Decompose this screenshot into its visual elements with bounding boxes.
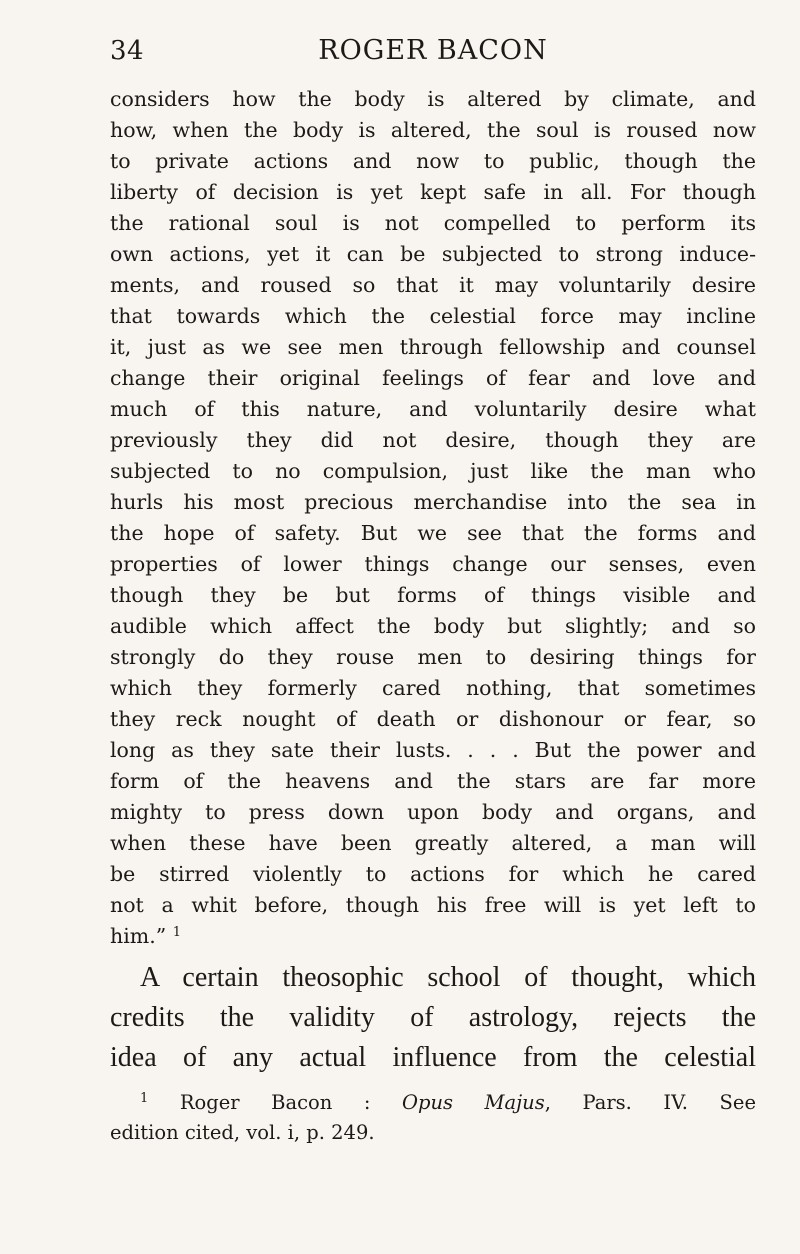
text-line: properties of lower things change our senses, even	[110, 552, 756, 576]
new-paragraph	[110, 958, 756, 1078]
page-header	[110, 36, 756, 70]
footnote-author: Roger Bacon :	[179, 1091, 371, 1114]
paragraph-first-line: A certain theosophic school of thought, which	[140, 962, 756, 993]
paragraph-line: idea of any actual influence from the celestial	[110, 1042, 756, 1073]
text-line: they reck nought of death or dishonour or fear, so	[110, 707, 756, 731]
paragraph-line: credits the validity of astrology, rejects the	[110, 1002, 756, 1033]
text-line: which they formerly cared nothing, that sometimes	[110, 676, 756, 700]
text-line: not a whit before, though his free will is yet left to	[110, 893, 756, 917]
book-page	[110, 36, 756, 1148]
text-line: the rational soul is not compelled to perform its	[110, 211, 756, 235]
text-line: when these have been greatly altered, a man will	[110, 831, 756, 855]
text-line: the hope of safety. But we see that the forms and	[110, 521, 756, 545]
footnote-reference: 1	[172, 925, 182, 940]
text-line-last	[110, 921, 756, 952]
footnote-part: , Pars. IV.	[544, 1091, 688, 1114]
text-line: ments, and roused so that it may voluntarily desire	[110, 273, 756, 297]
text-line: own actions, yet it can be subjected to strong induce-	[110, 242, 756, 266]
text-line: strongly do they rouse men to desiring things for	[110, 645, 756, 669]
text-line: much of this nature, and voluntarily desire what	[110, 397, 756, 421]
running-head: ROGER BACON	[318, 35, 548, 66]
body-text	[110, 84, 756, 952]
page-number: 34	[110, 36, 145, 66]
footnote-see: See	[719, 1091, 756, 1114]
footnote-marker: 1	[140, 1091, 149, 1106]
text-line: previously they did not desire, though they are	[110, 428, 756, 452]
text-line: hurls his most precious merchandise into the sea in	[110, 490, 756, 514]
footnote-content	[140, 1091, 688, 1114]
text-line: though they be but forms of things visible and	[110, 583, 756, 607]
text-line: form of the heavens and the stars are far more	[110, 769, 756, 793]
footnote-title: Opus Majus	[401, 1091, 545, 1114]
quote-end-text: him.”	[110, 924, 167, 948]
text-line: long as they sate their lusts. . . . But the power and	[110, 738, 756, 762]
footnote	[110, 1088, 756, 1148]
text-line: considers how the body is altered by climate, and	[110, 87, 756, 111]
text-line: liberty of decision is yet kept safe in all. For though	[110, 180, 756, 204]
footnote-line	[110, 1088, 756, 1118]
text-line: mighty to press down upon body and organs, and	[110, 800, 756, 824]
text-line: subjected to no compulsion, just like the man who	[110, 459, 756, 483]
text-line: it, just as we see men through fellowship and counsel	[110, 335, 756, 359]
text-line: that towards which the celestial force may incline	[110, 304, 756, 328]
text-line: change their original feelings of fear and love and	[110, 366, 756, 390]
footnote-line: edition cited, vol. i, p. 249.	[110, 1121, 375, 1144]
text-line: to private actions and now to public, though the	[110, 149, 756, 173]
text-line: audible which affect the body but slightly; and so	[110, 614, 756, 638]
text-line: be stirred violently to actions for which he cared	[110, 862, 756, 886]
text-line: how, when the body is altered, the soul is roused now	[110, 118, 756, 142]
